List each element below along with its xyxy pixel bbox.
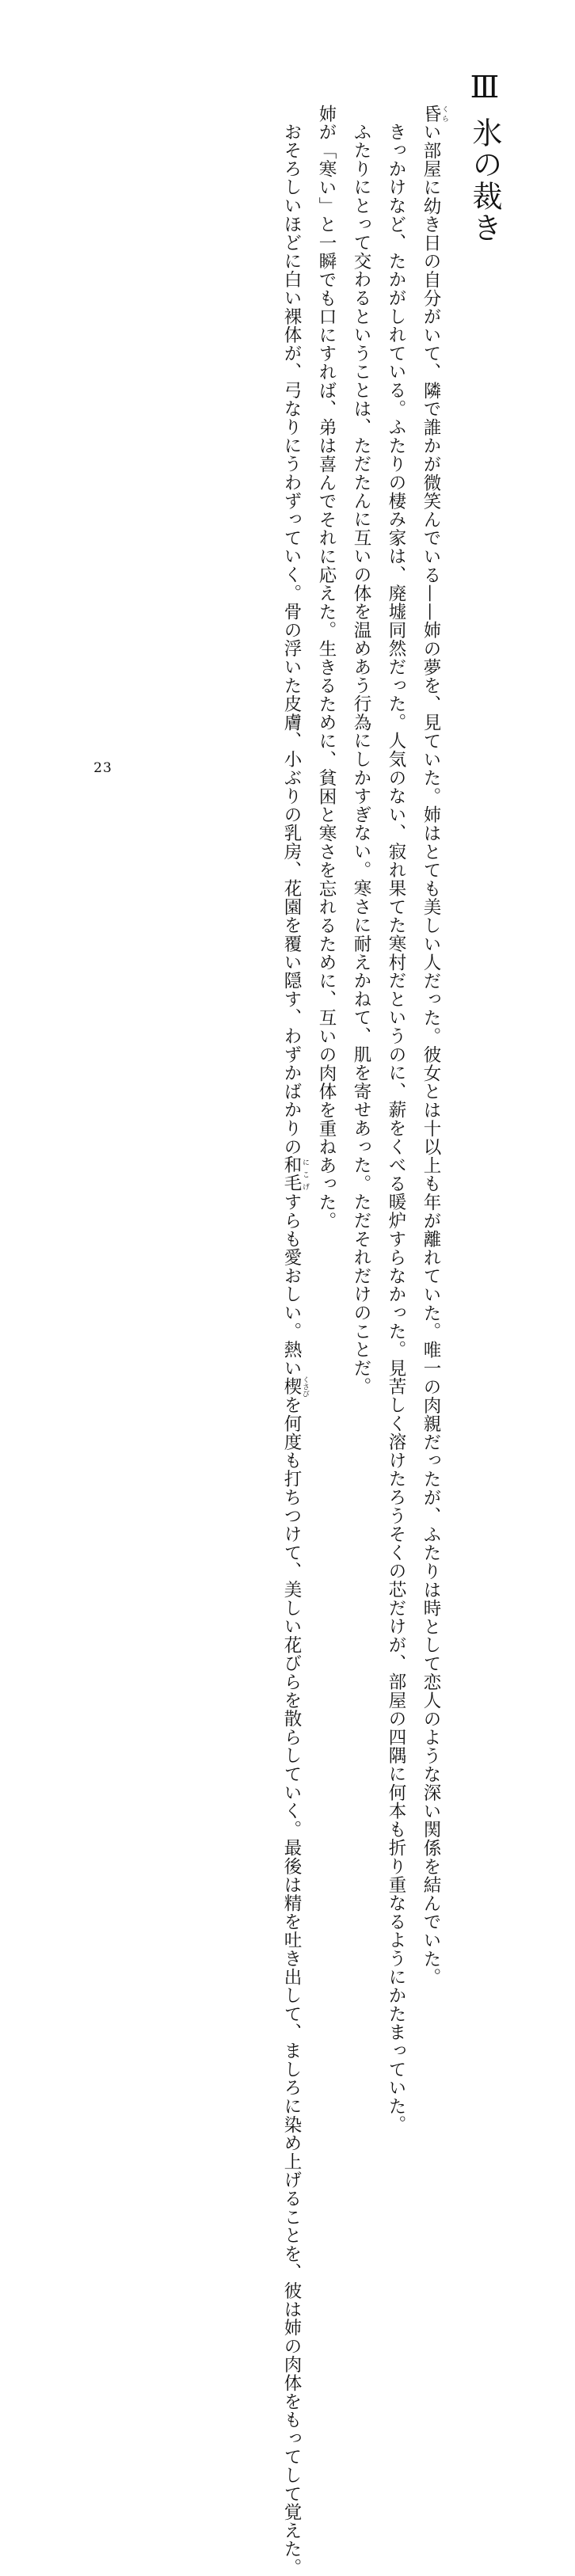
- text-line: ふたりにとって交わるということは、ただたんに互いの体を温めあう行為にしかすぎな: [351, 122, 371, 843]
- text-line: すらも愛おしい。: [281, 1192, 302, 1341]
- ruby-reading: くら: [440, 105, 448, 124]
- paragraph: [274, 105, 309, 2576]
- text-line: だけが、部屋の四隅に何本も折り重なるようにかたまっていた。: [386, 1598, 406, 2134]
- ruby-annotation: 和毛 にこげ: [281, 1155, 309, 1193]
- ruby-annotation: 楔 くさび: [281, 1376, 309, 1398]
- paragraph: [344, 105, 379, 1396]
- chapter-title: Ⅲ 氷の裁き: [467, 70, 502, 245]
- text-line: 姉が「寒い」と一瞬でも口にすれば、弟は喜んでそれに応えた。生きるために、貧困と寒: [316, 105, 337, 843]
- body-text: [274, 105, 448, 2576]
- text-line: しろに染め上げることを、彼は姉の肉体をもってして覚えた。: [281, 2060, 302, 2576]
- text-line: 熱い: [281, 1340, 302, 1377]
- text-line: い。寒さに耐えかねて、肌を寄せあった。ただそれだけのことだ。: [351, 842, 371, 1396]
- paragraph: [413, 105, 448, 1987]
- text-line: い部屋に幼き日の自分がいて、隣で誰かが微笑んでいる——姉の夢を、見ていた。姉: [421, 123, 441, 824]
- ruby-reading: くさび: [301, 1376, 309, 1398]
- text-line: はとても美しい人だった。彼女とは十以上も年が離れていた。唯一の肉親だったが、ふた: [421, 824, 441, 1562]
- text-line: 房、花園を覆い隠す、わずかばかりの: [281, 842, 302, 1156]
- text-line: おそろしいほどに白い裸体が、弓なりにうわずっていく。骨の浮いた皮膚、小ぶりの乳: [281, 122, 302, 843]
- page-number: 23: [93, 760, 112, 776]
- paragraph: [379, 105, 413, 2134]
- text-line: を何度も打ちつけて、美しい花びらを散らしていく。最後は精を吐き出して、ま: [281, 1395, 302, 2060]
- text-line: さを忘れるために、互いの肉体を重ねあった。: [316, 843, 337, 1231]
- text-line: りは時として恋人のような深い関係を結んでいた。: [421, 1562, 441, 1987]
- paragraph: [309, 105, 344, 1231]
- ruby-annotation: 昏 くら: [421, 105, 448, 124]
- ruby-reading: にこげ: [301, 1155, 309, 1193]
- text-line: れ果てた寒村だというのに、薪をくべる暖炉すらなかった。見苦しく溶けたろうそくの芯: [386, 860, 406, 1599]
- text-line: きっかけなど、たかがしれている。ふたりの棲み家は、廃墟同然だった。人気のない、寂: [386, 122, 406, 861]
